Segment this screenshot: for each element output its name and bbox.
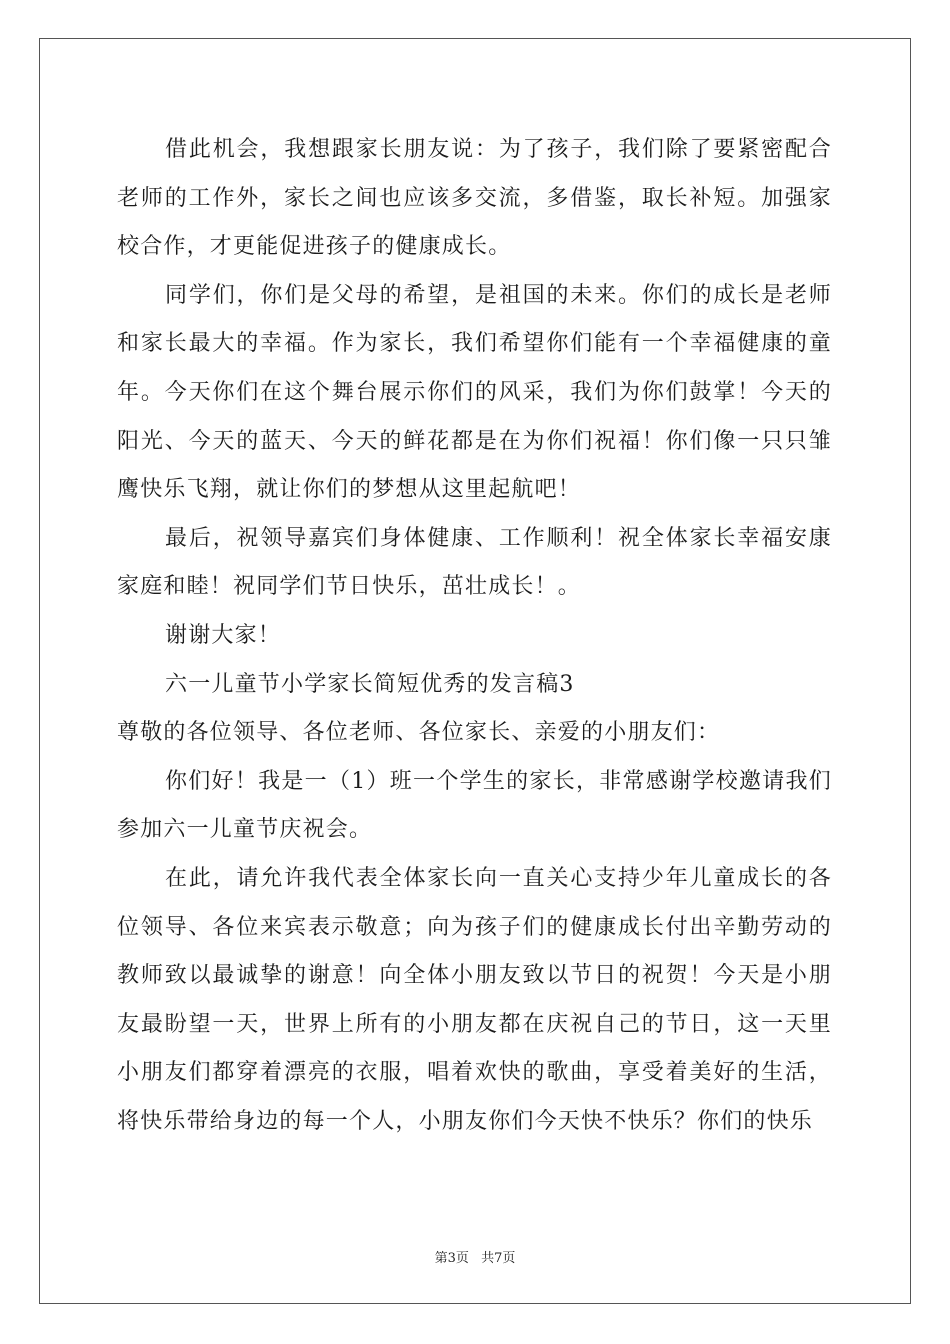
page-total: 共7页 xyxy=(481,1251,516,1266)
paragraph: 同学们，你们是父母的希望，是祖国的未来。你们的成长是老师和家长最大的幸福。作为家长，我们希望你们能有一个幸福健康的童年。今天你们在这个舞台展示你们的风采，我们为你们鼓掌！今天的阳光、今天的蓝天、今天的鲜花都是在为你们祝福！你们像一只只雏鹰快乐飞翔，就让你们的梦想从这里起航吧！ xyxy=(117,282,832,503)
document-body xyxy=(117,126,832,1146)
page-footer xyxy=(0,1247,950,1266)
salutation: 尊敬的各位领导、各位老师、各位家长、亲爱的小朋友们： xyxy=(117,720,721,746)
paragraph: 在此，请允许我代表全体家长向一直关心支持少年儿童成长的各位领导、各位来宾表示敬意；向为孩子们的健康成长付出辛勤劳动的教师致以最诚挚的谢意！向全体小朋友致以节日的祝贺！今天是小朋友最盼望一天，世界上所有的小朋友都在庆祝自己的节日，这一天里小朋友们都穿着漂亮的衣服，唱着欢快的歌曲，享受着美好的生活，将快乐带给身边的每一个人，小朋友你们今天快不快乐？你们的快乐 xyxy=(117,865,832,1134)
paragraph: 你们好！我是一（1）班一个学生的家长，非常感谢学校邀请我们参加六一儿童节庆祝会。 xyxy=(117,768,832,843)
paragraph: 借此机会，我想跟家长朋友说：为了孩子，我们除了要紧密配合老师的工作外，家长之间也应该多交流，多借鉴，取长补短。加强家校合作，才更能促进孩子的健康成长。 xyxy=(117,137,832,260)
paragraph: 谢谢大家！ xyxy=(165,622,282,648)
section-heading: 六一儿童节小学家长简短优秀的发言稿3 xyxy=(165,671,575,697)
paragraph: 最后，祝领导嘉宾们身体健康、工作顺利！祝全体家长幸福安康家庭和睦！祝同学们节日快乐，茁壮成长！。 xyxy=(117,525,832,600)
page-number: 第3页 xyxy=(434,1251,469,1266)
